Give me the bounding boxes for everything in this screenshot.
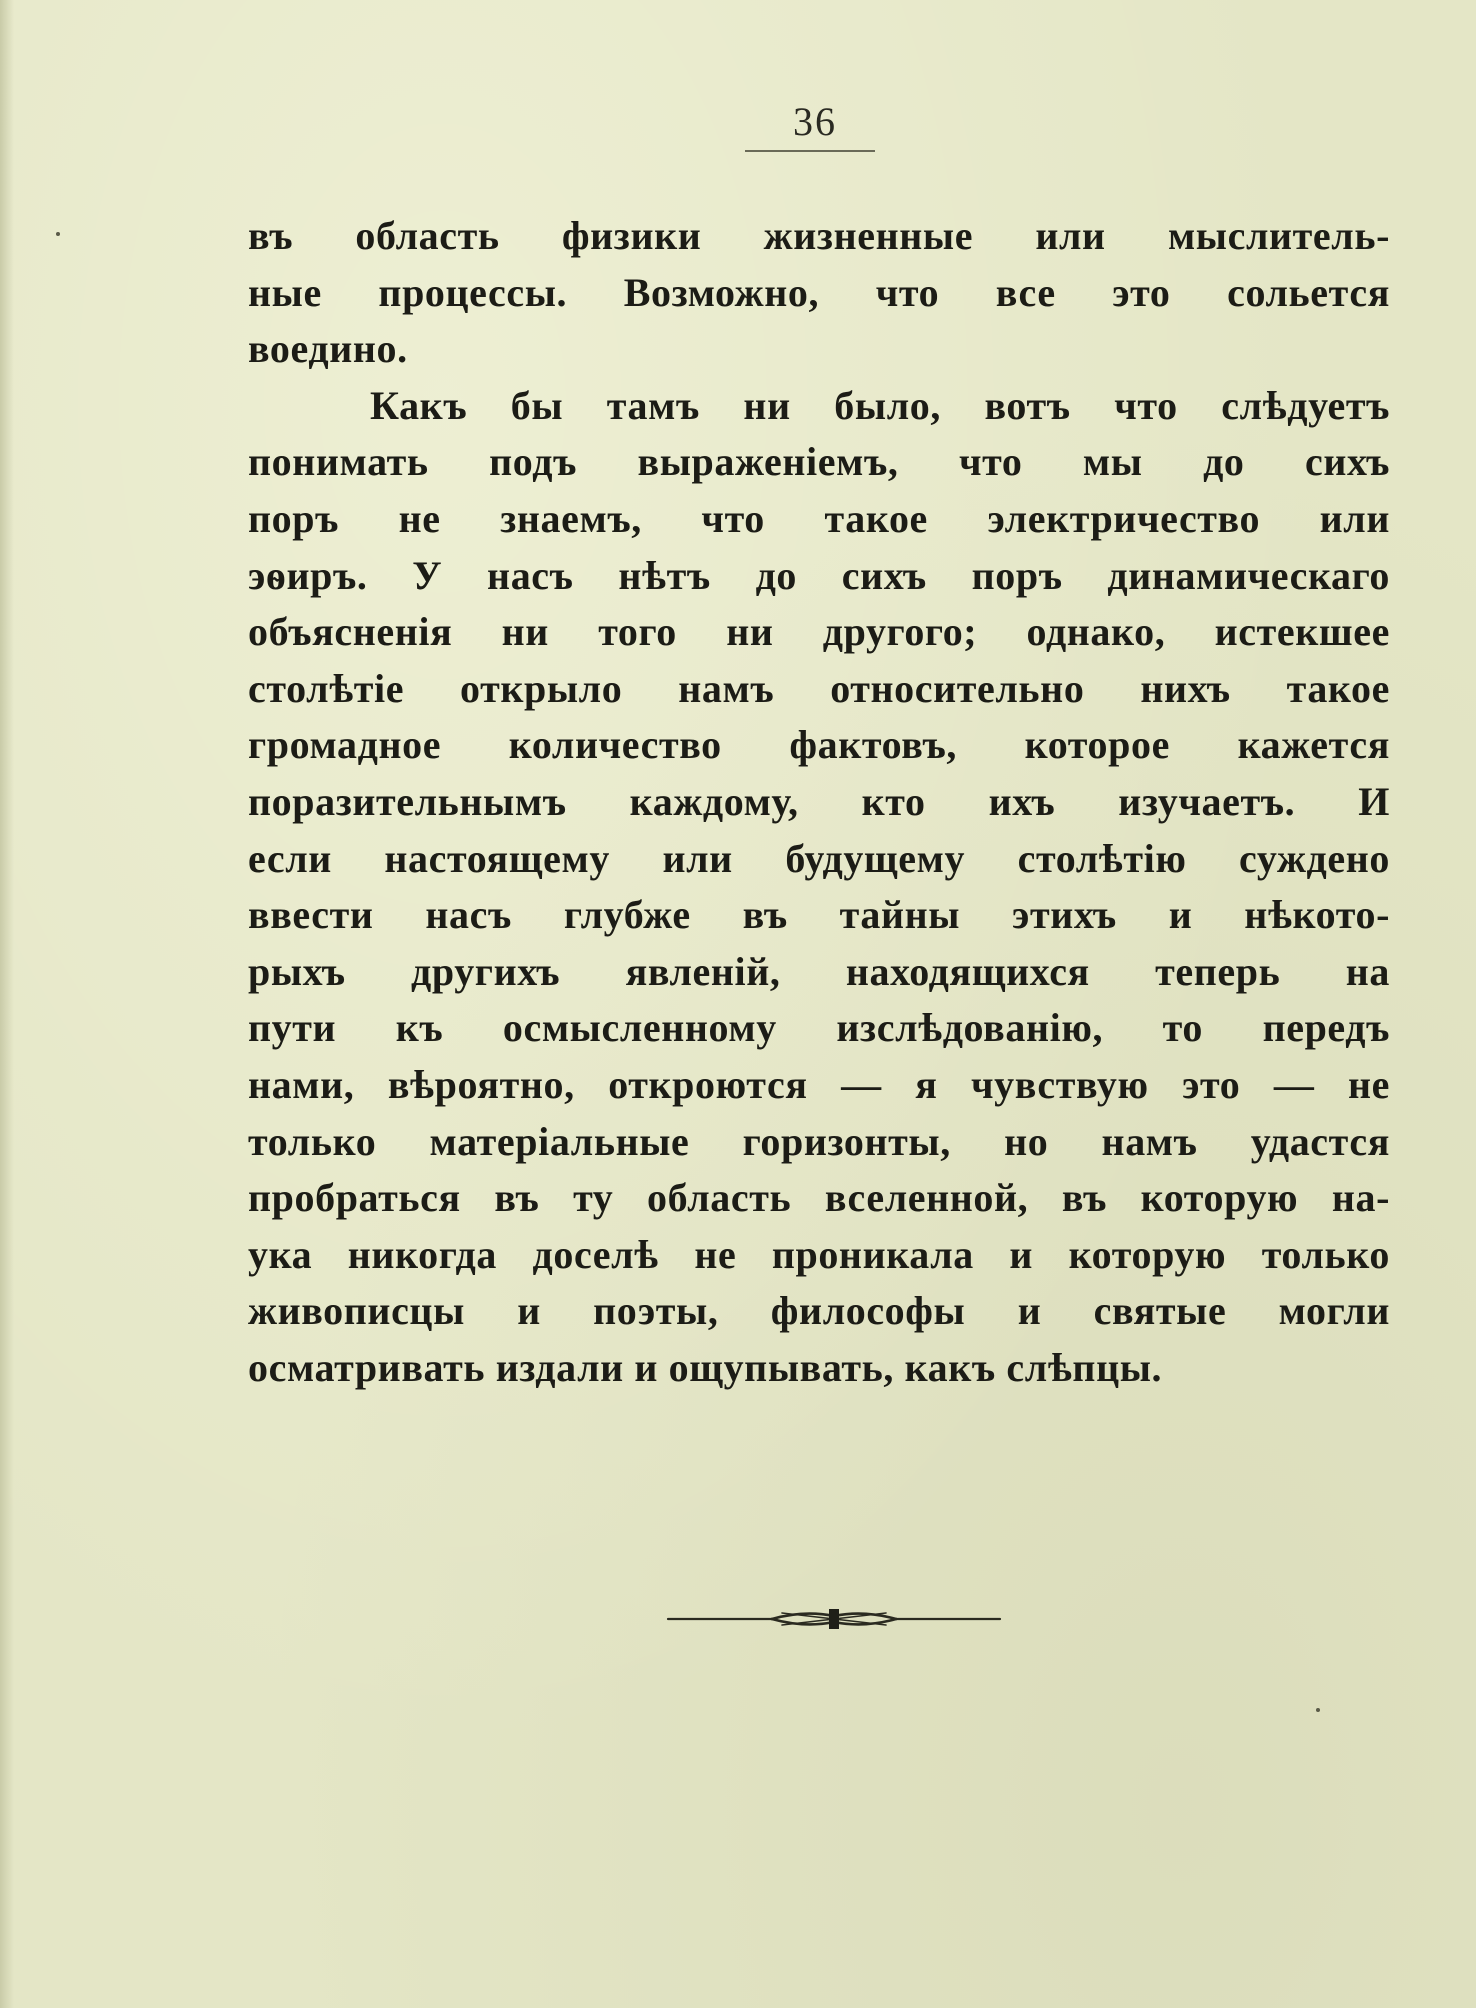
paper-speck xyxy=(1316,1708,1320,1712)
text-line: ука никогда доселѣ не проникала и которую только xyxy=(248,1231,1390,1277)
text-line: эѳиръ. У насъ нѣтъ до сихъ поръ динамическаго xyxy=(248,552,1390,598)
text-line: столѣтіе открыло намъ относительно нихъ такое xyxy=(248,665,1390,711)
ornament-divider xyxy=(664,1594,1004,1644)
text-line: поръ не знаемъ, что такое электричество или xyxy=(248,495,1390,541)
text-line: если настоящему или будущему столѣтію суждено xyxy=(248,835,1390,881)
text-line: пути къ осмысленному изслѣдованію, то передъ xyxy=(248,1005,1390,1051)
paper-speck xyxy=(56,232,60,236)
body-text xyxy=(248,208,1390,1396)
text-line: объясненія ни того ни другого; однако, истекшее xyxy=(248,609,1390,655)
text-line: понимать подъ выраженіемъ, что мы до сихъ xyxy=(248,439,1390,485)
page-number-rule xyxy=(745,150,875,152)
page-binding-edge xyxy=(0,0,14,2008)
text-line: въ область физики жизненные или мыслитель- xyxy=(248,213,1390,258)
text-line: поразительнымъ каждому, кто ихъ изучаетъ. И xyxy=(248,778,1390,824)
text-line: Какъ бы тамъ ни было, вотъ что слѣдуетъ xyxy=(370,382,1390,428)
text-line: рыхъ другихъ явленій, находящихся теперь на xyxy=(248,948,1390,994)
text-line: ные процессы. Возможно, что все это сольется xyxy=(248,269,1390,315)
text-line: громадное количество фактовъ, которое кажется xyxy=(248,722,1390,768)
text-line: только матеріальные горизонты, но намъ удастся xyxy=(248,1118,1390,1164)
page-number: 36 xyxy=(793,99,837,144)
text-line: пробраться въ ту область вселенной, въ которую на- xyxy=(248,1175,1390,1221)
text-line: живописцы и поэты, философы и святые могли xyxy=(248,1288,1390,1334)
text-line: нами, вѣроятно, откроются — я чувствую это — не xyxy=(248,1061,1390,1107)
text-line: ввести насъ глубже въ тайны этихъ и нѣкото- xyxy=(248,892,1390,938)
text-line: воедино. xyxy=(248,326,408,372)
text-line: осматривать издали и ощупывать, какъ слѣпцы. xyxy=(248,1344,1163,1390)
